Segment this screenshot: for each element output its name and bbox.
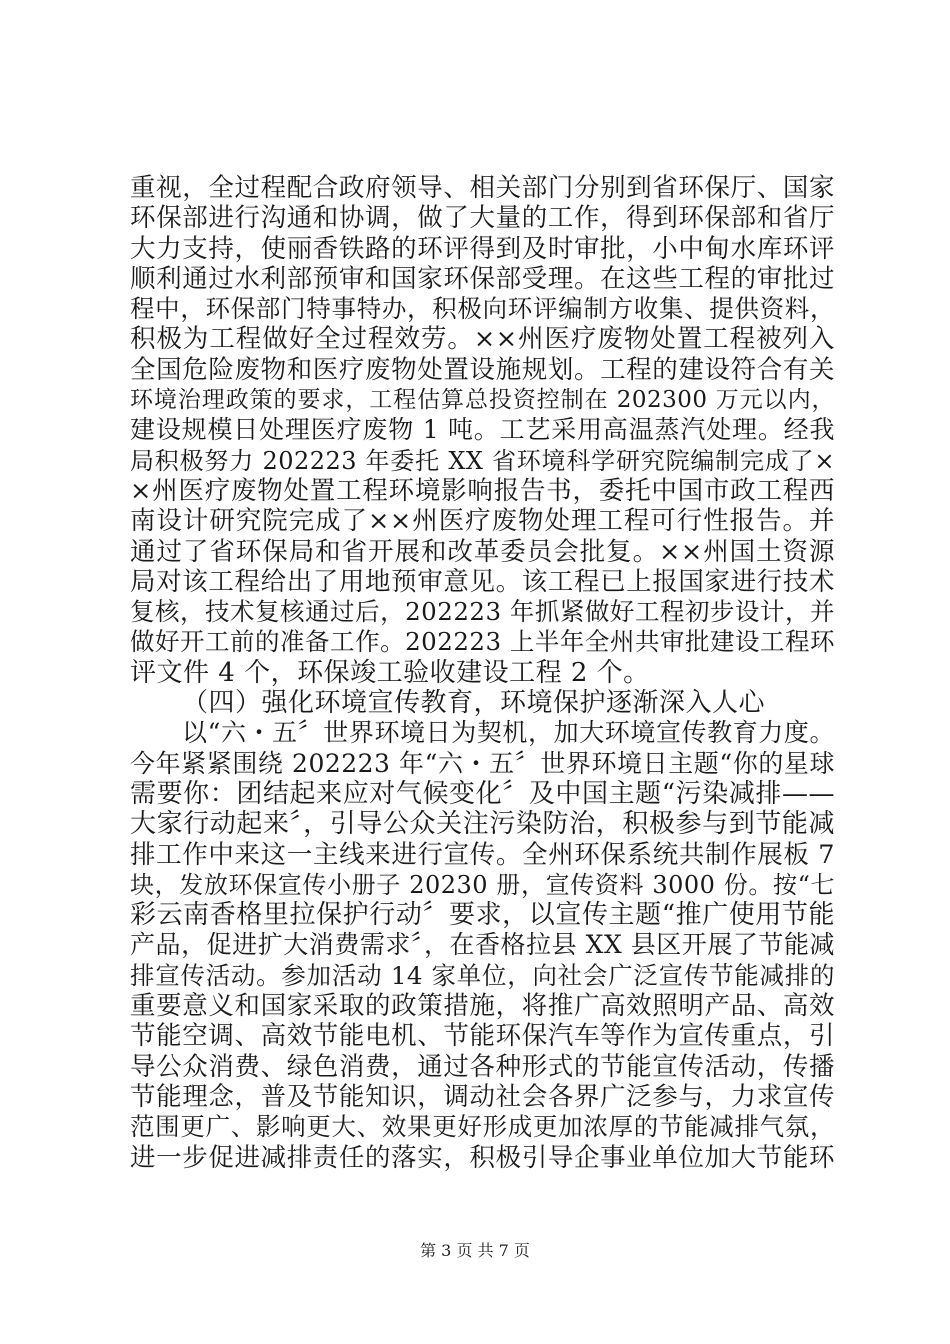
paragraph-first-line: 以“六・五〞世界环境日为契机，加大环境宣传教育力度。: [182, 718, 835, 748]
text-line: 南设计研究院完成了××州医疗废物处理工程可行性报告。并: [130, 506, 835, 537]
text-line: 彩云南香格里拉保护行动〞要求，以宣传主题“推广使用节能: [130, 900, 835, 931]
text-line: 环保部进行沟通和协调，做了大量的工作，得到环保部和省厅: [130, 203, 835, 234]
text-line: 环境治理政策的要求，工程估算总投资控制在 202300 万元以内，: [130, 387, 835, 414]
text-line: 大家行动起来〞，引导公众关注污染防治，积极参与到节能减: [130, 809, 835, 840]
text-line: 建设规模日处理医疗废物 1 吨。工艺采用高温蒸汽处理。经我: [130, 415, 835, 445]
text-line: 需要你：团结起来应对气候变化〞及中国主题“污染减排——: [130, 778, 835, 809]
text-line: 节能空调、高效节能电机、节能环保汽车等作为宣传重点，引: [130, 1021, 835, 1052]
text-line: 进一步促进减排责任的落实，积极引导企事业单位加大节能环: [130, 1142, 835, 1173]
text-line: 局对该工程给出了用地预审意见。该工程已上报国家进行技术: [130, 566, 835, 597]
body-text: [130, 173, 835, 1173]
text-line: 积极为工程做好全过程效劳。××州医疗废物处置工程被列入: [130, 324, 835, 355]
text-line: 局积极努力 202223 年委托 XX 省环境科学研究院编制完成了×: [130, 446, 835, 475]
text-line: 重视，全过程配合政府领导、相关部门分别到省环保厅、国家: [130, 173, 835, 203]
text-line: 大力支持，使丽香铁路的环评得到及时审批，小中甸水库环评: [130, 233, 835, 264]
text-line: 节能理念，普及节能知识，调动社会各界广泛参与，力求宣传: [130, 1081, 835, 1112]
text-line: 排工作中来这一主线来进行宣传。全州环保系统共制作展板 7: [130, 839, 835, 870]
page-number-footer: 第 3 页 共 7 页: [420, 1241, 530, 1260]
text-line: 排宣传活动。参加活动 14 家单位，向社会广泛宣传节能减排的: [130, 960, 835, 990]
text-line: 通过了省环保局和省开展和改革委员会批复。××州国土资源: [130, 536, 835, 567]
text-line: 块，发放环保宣传小册子 20230 册，宣传资料 3000 份。按“七: [130, 870, 835, 899]
text-line: 评文件 4 个，环保竣工验收建设工程 2 个。: [130, 657, 650, 688]
section-heading: （四）强化环境宣传教育，环境保护逐渐深入人心: [182, 688, 766, 719]
text-line: 产品，促进扩大消费需求〞，在香格拉县 XX 县区开展了节能减: [130, 930, 835, 960]
text-line: 今年紧紧围绕 202223 年“六・五〞世界环境日主题“你的星球: [130, 748, 835, 778]
text-line: 全国危险废物和医疗废物处置设施规划。工程的建设符合有关: [130, 354, 835, 385]
text-line: 重要意义和国家采取的政策措施，将推广高效照明产品、高效: [130, 991, 835, 1022]
text-line: 做好开工前的准备工作。202223 上半年全州共审批建设工程环: [130, 627, 835, 657]
text-line: 复核，技术复核通过后，202223 年抓紧做好工程初步设计，并: [130, 597, 835, 627]
text-line: 导公众消费、绿色消费，通过各种形式的节能宣传活动，传播: [130, 1051, 835, 1082]
text-line: 范围更广、影响更大、效果更好形成更加浓厚的节能减排气氛，: [130, 1112, 835, 1142]
text-line: 程中，环保部门特事特办，积极向环评编制方收集、提供资料，: [130, 294, 835, 324]
text-line: ×州医疗废物处置工程环境影响报告书，委托中国市政工程西: [130, 475, 835, 506]
text-line: 顺利通过水利部预审和国家环保部受理。在这些工程的审批过: [130, 263, 835, 294]
